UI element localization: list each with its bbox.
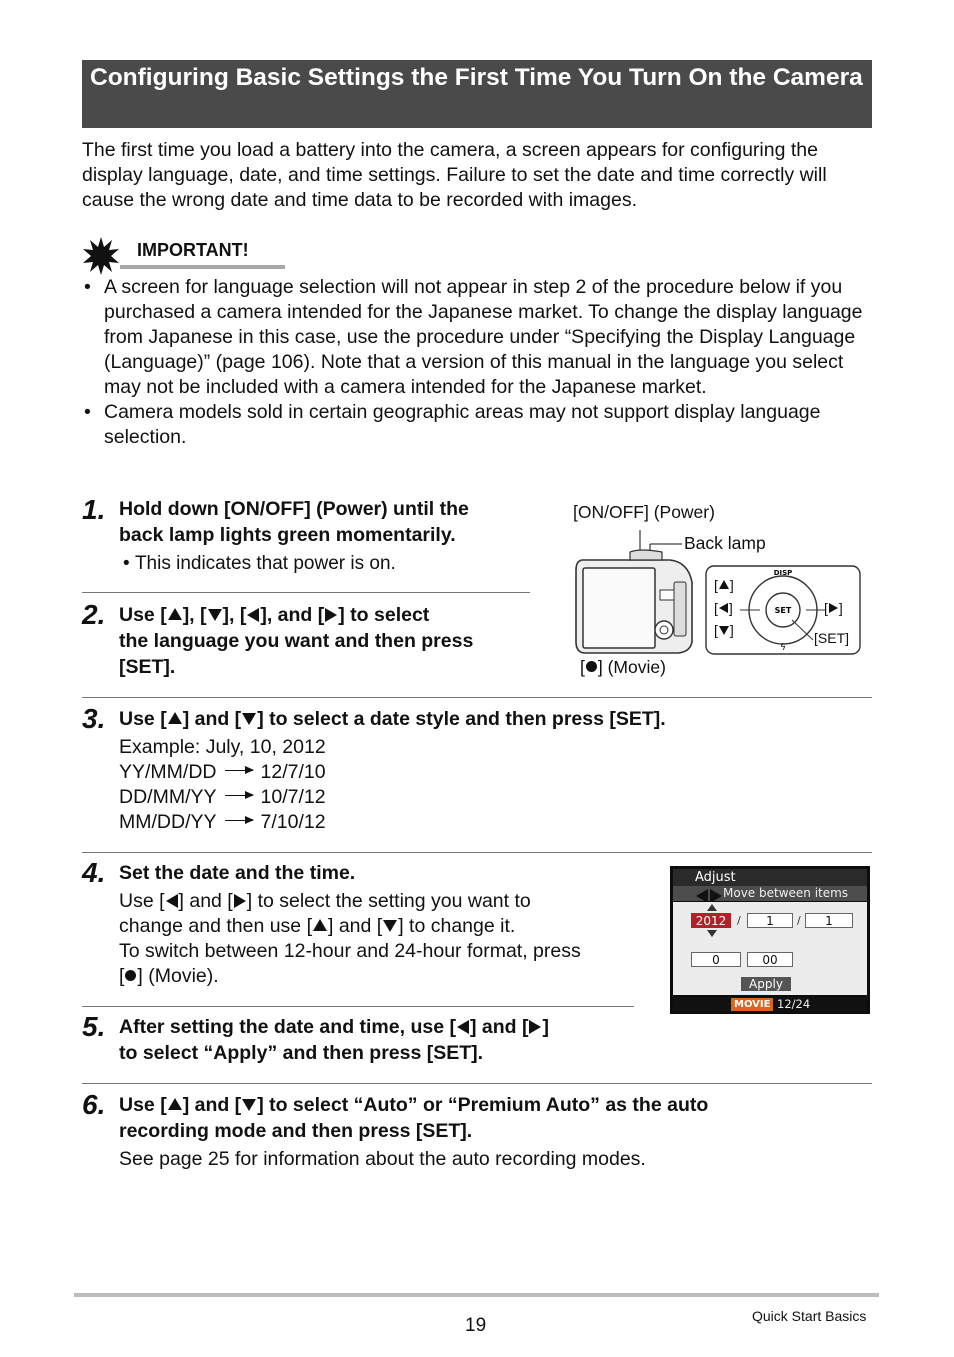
back-lamp-label: Back lamp: [684, 533, 766, 553]
lcd-right-icon: [710, 889, 722, 903]
up-triangle-icon: [168, 712, 182, 724]
lcd-left-icon: [696, 889, 708, 903]
dir-left-label: [ ]: [714, 600, 733, 616]
step-1-title: [119, 496, 469, 548]
lcd-header: Adjust: [673, 869, 867, 886]
power-label: [ON/OFF] (Power): [573, 502, 715, 522]
movie-dot-icon: [125, 970, 136, 981]
dir-up-label: [ ]: [714, 577, 734, 593]
step-3-example: [119, 735, 326, 835]
left-triangle-icon: [247, 608, 259, 622]
step-4-body: Use [ ] and [ ] to select the setting you want to change and then use [ ] and [ ] to change it. To switch between 12-hour and 24-hour format, press [ ] (Movie).: [119, 890, 581, 987]
arrow-icon: [225, 795, 253, 796]
up-triangle-icon: [168, 608, 182, 620]
lcd-adjust-screen: [670, 866, 870, 1014]
left-triangle-icon: [166, 894, 178, 908]
step-5-number: 5.: [82, 1011, 106, 1042]
down-triangle-icon: [242, 713, 256, 725]
lcd-month-field: 1: [747, 913, 793, 928]
step-1-note-text: This indicates that power is on.: [134, 553, 396, 574]
intro-paragraph: The first time you load a battery into the camera, a screen appears for configuring the display language, date, and time settings. Failure to set the date and time correctly will cause the wrong date and time data to be recorded with images.: [82, 139, 827, 211]
step-5-title: After setting the date and time, use [ ] and [ ] to select “Apply” and then press [SET].: [119, 1016, 549, 1064]
bullet-text: Camera models sold in certain geographic areas may not support display language selection.: [104, 401, 821, 448]
down-triangle-icon: [383, 920, 397, 932]
footer-rule: [74, 1293, 879, 1297]
up-triangle-icon: [168, 1098, 182, 1110]
movie-badge: MOVIE: [731, 998, 773, 1011]
bullet-text: A screen for language selection will not appear in step 2 of the procedure below if you purchased a camera intended for the Japanese market. To change the display language from Japanese in this case, use the procedure under “Specifying the Display Language (Language)” (page 106). Note that a version of this manual in the language you select may not be included with a camera intended for the Japanese market.: [104, 276, 863, 398]
arrow-icon: [225, 770, 253, 771]
svg-text:ϟ: ϟ: [780, 643, 786, 653]
list-item: • Camera models sold in certain geographic areas may not support display language selection.: [84, 401, 821, 448]
hour-format: 12/24: [777, 997, 811, 1011]
arrow-icon: [225, 820, 253, 821]
step-3-title: Use [ ] and [ ] to select a date style and then press [SET].: [119, 708, 666, 730]
format-row: DD/MM/YY 10/7/12: [119, 786, 326, 808]
page-number: 19: [465, 1315, 487, 1336]
important-underline: [120, 265, 285, 269]
step-4-number: 4.: [82, 857, 106, 888]
down-triangle-icon: [208, 609, 222, 621]
lcd-day-field: 1: [805, 913, 853, 928]
disp-text: DISP: [773, 569, 793, 577]
step-1-title-line1: Hold down [ON/OFF] (Power) until the: [119, 498, 469, 520]
dir-right-label: [ ]: [824, 600, 843, 616]
lcd-minute-field: 00: [747, 952, 793, 967]
right-triangle-icon: [325, 608, 337, 622]
left-triangle-icon: [457, 1020, 469, 1034]
format-row: MM/DD/YY 7/10/12: [119, 811, 326, 833]
step-6-title: Use [ ] and [ ] to select “Auto” or “Premium Auto” as the auto recording mode and then press [SET].: [119, 1094, 709, 1142]
step-3-number: 3.: [82, 703, 106, 734]
step-1-note: • This indicates that power is on.: [123, 553, 396, 574]
important-label: IMPORTANT!: [137, 240, 249, 260]
dir-down-label: [ ]: [714, 622, 734, 638]
lcd-hour-field: 0: [691, 952, 741, 967]
right-triangle-icon: [529, 1020, 541, 1034]
step-1-number: 1.: [82, 494, 106, 525]
lcd-down-icon: [707, 930, 717, 937]
step-2-line3: [SET].: [119, 656, 176, 678]
up-triangle-icon: [313, 919, 327, 931]
down-triangle-icon: [242, 1099, 256, 1111]
set-button-text: SET: [774, 606, 792, 615]
lcd-up-icon: [707, 904, 717, 911]
movie-label: [ ] (Movie): [580, 657, 666, 677]
lcd-year-field: 2012: [691, 913, 731, 928]
right-triangle-icon: [234, 894, 246, 908]
format-row: YY/MM/DD 12/7/10: [119, 761, 326, 783]
section-name: Quick Start Basics: [752, 1308, 867, 1324]
page-title: Configuring Basic Settings the First Time You Turn On the Camera: [82, 60, 872, 128]
step-6-note: See page 25 for information about the auto recording modes.: [119, 1148, 646, 1170]
step-divider: [82, 592, 530, 593]
step-divider: [82, 852, 872, 853]
lcd-panel: 2012 / 1 / 1 0 00 Apply: [673, 902, 867, 995]
list-item: • A screen for language selection will not appear in step 2 of the procedure below if you purchased a camera intended for the Japanese market. To change the display language from Japanese in this case, use the procedure under “Specifying the Display Language (Language)” (page 106). Note that a version of this manual in the language you select may not be included with a camera intended for the Japanese market.: [84, 276, 863, 398]
lcd-hint: Move between items: [673, 886, 867, 901]
step-2-number: 2.: [82, 599, 106, 630]
step-2-line2: the language you want and then press: [119, 630, 474, 652]
step-divider: [82, 1083, 872, 1084]
important-burst-icon: [82, 237, 120, 275]
step-divider: [82, 697, 872, 698]
lcd-apply-button: Apply: [741, 977, 791, 991]
step-1-title-line2: back lamp lights green momentarily.: [119, 524, 456, 546]
lcd-footer: [673, 997, 867, 1012]
example-text: Example: July, 10, 2012: [119, 736, 326, 758]
set-label: [SET]: [814, 630, 850, 646]
step-divider: [82, 1006, 634, 1007]
step-6-number: 6.: [82, 1089, 106, 1120]
movie-dot-icon: [586, 661, 597, 672]
important-list: [82, 275, 882, 450]
step-2-title: Use [ ], [ ], [ ], and [ ] to select the language you want and then press [SET].: [119, 604, 474, 678]
step-4-title: Set the date and the time.: [119, 862, 356, 884]
